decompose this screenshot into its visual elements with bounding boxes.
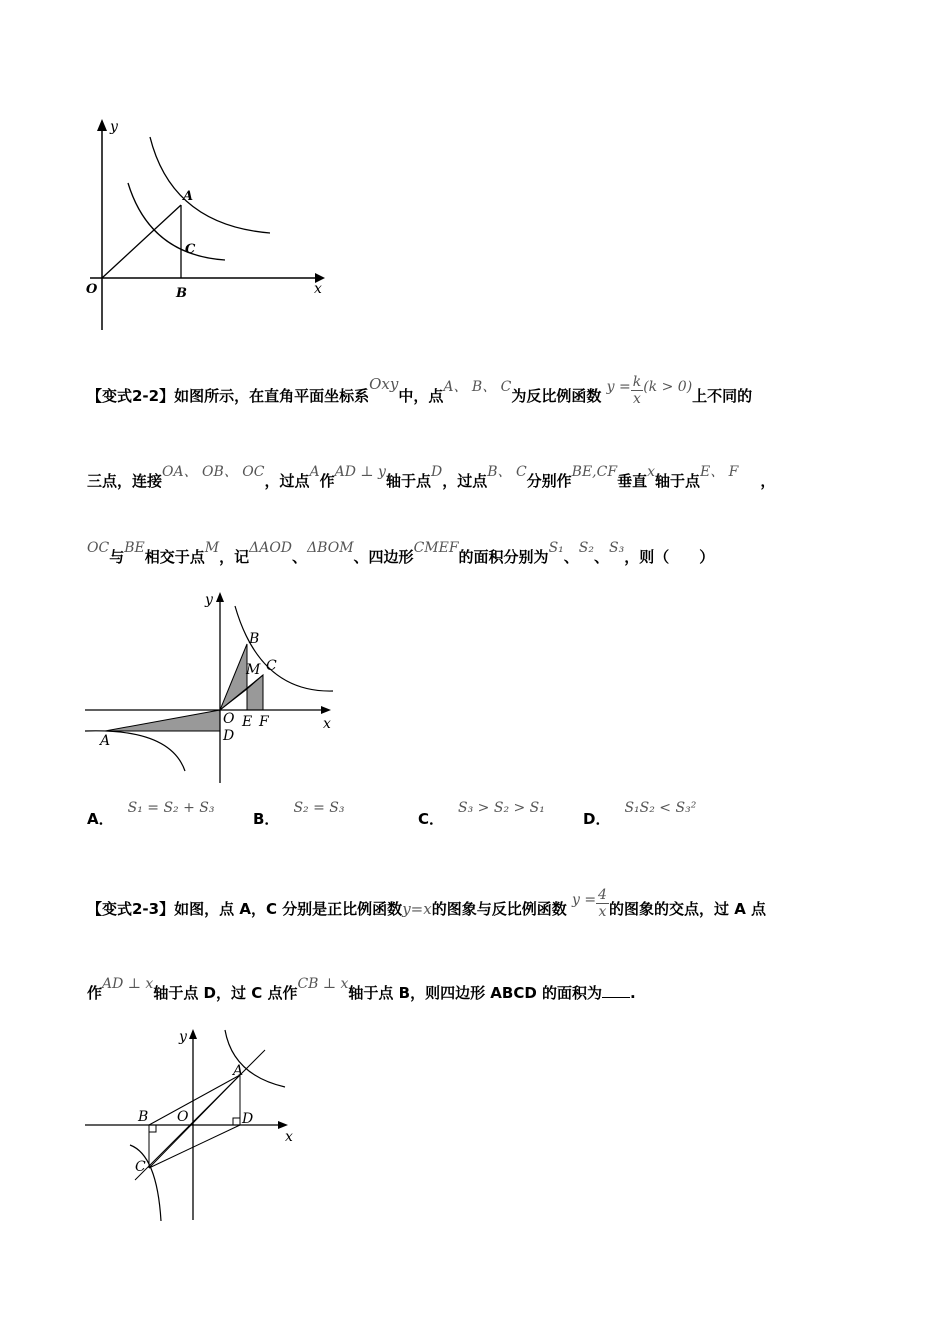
problem-2-2-line-2 xyxy=(87,464,776,491)
text: . xyxy=(630,984,636,1002)
label-x: x xyxy=(323,716,331,732)
y-axis-arrow xyxy=(216,592,224,602)
segment-CD xyxy=(149,1125,240,1168)
text: 轴于点 xyxy=(654,472,700,490)
fraction-denominator: x xyxy=(598,904,607,920)
option-letter: B． xyxy=(253,810,280,828)
text: 作 xyxy=(319,472,335,490)
label-x: x xyxy=(314,281,322,297)
label-y: y xyxy=(110,119,118,135)
label-F: F xyxy=(259,714,269,730)
fraction-numerator: k xyxy=(632,374,642,390)
math-cmef: CMEF xyxy=(413,540,459,556)
math-ad-perp: AD ⊥ y xyxy=(334,464,386,480)
text: ，记 xyxy=(219,548,250,566)
text: 作 xyxy=(87,984,103,1002)
math-a: A xyxy=(309,464,320,480)
problem-2-3-line-1 xyxy=(87,887,767,926)
math-points-abc: A、 B、 C xyxy=(443,379,512,395)
label-y: y xyxy=(205,592,213,608)
option-d[interactable] xyxy=(583,800,697,829)
shaded-triangle-aod xyxy=(105,710,220,731)
text: 与 xyxy=(109,548,125,566)
label-M: M xyxy=(246,662,261,678)
problem-2-2-line-1 xyxy=(87,374,753,413)
text: 轴于点 D，过 C 点作 xyxy=(153,984,298,1002)
text: ，过点 xyxy=(442,472,488,490)
fraction-denominator: x xyxy=(633,391,641,407)
text: 、 xyxy=(563,548,579,566)
problem-2-2-tag: 【变式2-2】 xyxy=(87,387,175,405)
text: 中，点 xyxy=(398,387,444,405)
problem-2-3-tag: 【变式2-3】 xyxy=(87,900,175,918)
figure-2-2-graph xyxy=(85,588,345,788)
math-oxy: Oxy xyxy=(369,375,399,393)
option-b[interactable] xyxy=(253,800,345,829)
math-oc: OC xyxy=(87,540,110,556)
fraction-k-over-x xyxy=(631,374,643,407)
label-D: D xyxy=(223,728,235,744)
option-letter: C． xyxy=(418,810,445,828)
label-B: B xyxy=(176,286,187,301)
math-s2: S₂ xyxy=(578,540,594,556)
math-segments: OA、 OB、 OC xyxy=(162,464,265,480)
text: ， xyxy=(760,472,776,490)
label-E: E xyxy=(242,714,253,730)
label-O: O xyxy=(177,1109,189,1125)
fraction-numerator: 4 xyxy=(598,887,607,903)
inner-hyperbola xyxy=(128,183,225,260)
math-func-y: y = xyxy=(606,379,631,395)
math-cb-perp-x: CB ⊥ x xyxy=(297,976,349,992)
math-triangle-aod: ΔAOD xyxy=(249,540,293,556)
option-expression: S₂ = S₃ xyxy=(293,800,345,816)
option-c[interactable] xyxy=(418,800,545,829)
right-angle-marker-b xyxy=(149,1125,156,1132)
shaded-quad-cmef xyxy=(247,675,263,710)
text: 的图象与反比例函数 xyxy=(431,900,567,918)
right-angle-marker-d xyxy=(233,1118,240,1125)
text: 、四边形 xyxy=(353,548,414,566)
segment-OA xyxy=(149,1075,240,1168)
figure-1-graph xyxy=(80,115,330,335)
text: 、 xyxy=(593,548,609,566)
math-ad-perp-x: AD ⊥ x xyxy=(102,976,154,992)
problem-2-2-line-3 xyxy=(87,540,715,567)
text: 分别作 xyxy=(526,472,572,490)
option-expression: S₁S₂ < S₃² xyxy=(624,800,697,816)
label-D: D xyxy=(242,1111,254,1127)
answer-blank[interactable] xyxy=(602,985,630,998)
label-C: C xyxy=(185,242,196,257)
math-triangle-bom: ΔBOM xyxy=(307,540,354,556)
fraction-4-over-x xyxy=(596,887,609,920)
segment-OA xyxy=(102,205,181,278)
text: 如图所示，在直角平面坐标系 xyxy=(174,387,370,405)
label-B: B xyxy=(138,1109,149,1125)
math-be-cf: BE,CF xyxy=(571,464,618,480)
math-y-equals-x: y=x xyxy=(402,900,432,918)
label-O: O xyxy=(86,282,98,297)
math-be: BE xyxy=(124,540,145,556)
option-expression: S₁ = S₂ + S₃ xyxy=(127,800,215,816)
option-a[interactable] xyxy=(87,800,215,829)
label-A: A xyxy=(183,189,194,204)
segment-AB xyxy=(149,1075,240,1125)
label-y: y xyxy=(179,1029,187,1045)
hyperbola-branch-3 xyxy=(130,1145,161,1221)
label-C: C xyxy=(135,1159,146,1175)
label-O: O xyxy=(223,711,235,727)
text: 如图，点 A，C 分别是正比例函数 xyxy=(174,900,403,918)
math-bc: B、 C xyxy=(487,464,527,480)
x-axis-arrow xyxy=(278,1121,288,1129)
label-A: A xyxy=(100,733,111,749)
text: 轴于点 xyxy=(385,472,431,490)
option-letter: D． xyxy=(583,810,611,828)
math-func-y: y = xyxy=(571,892,597,908)
figure-2-3-graph xyxy=(85,1025,315,1225)
label-A: A xyxy=(233,1063,244,1079)
label-B: B xyxy=(249,631,260,647)
y-axis-arrow xyxy=(97,119,107,131)
option-letter: A． xyxy=(87,810,114,828)
x-axis-arrow xyxy=(321,706,331,714)
option-expression: S₃ > S₂ > S₁ xyxy=(458,800,545,816)
text: 轴于点 B，则四边形 ABCD 的面积为 xyxy=(348,984,603,1002)
text: 相交于点 xyxy=(144,548,205,566)
text: ，则（ ） xyxy=(624,548,715,566)
label-C: C xyxy=(266,658,277,674)
math-d: D xyxy=(430,464,443,480)
hyperbola-branch-1 xyxy=(235,606,333,691)
y-axis-arrow xyxy=(189,1029,197,1039)
shaded-triangle-bom xyxy=(220,644,247,710)
math-s3: S₃ xyxy=(609,540,625,556)
text: 、 xyxy=(292,548,308,566)
math-s1: S₁ xyxy=(548,540,564,556)
text: 上不同的 xyxy=(692,387,753,405)
label-x: x xyxy=(285,1129,293,1145)
text: 三点，连接 xyxy=(87,472,163,490)
math-x: x xyxy=(647,464,655,480)
math-m: M xyxy=(204,540,220,556)
outer-hyperbola xyxy=(150,137,270,233)
math-condition: (k > 0) xyxy=(643,379,693,395)
problem-2-3-line-2 xyxy=(87,976,636,1003)
text: ，过点 xyxy=(264,472,310,490)
text: 为反比例函数 xyxy=(511,387,602,405)
text: 的面积分别为 xyxy=(458,548,549,566)
text: 垂直 xyxy=(617,472,648,490)
text: 的图象的交点，过 A 点 xyxy=(608,900,767,918)
math-ef: E、 F xyxy=(700,464,739,480)
